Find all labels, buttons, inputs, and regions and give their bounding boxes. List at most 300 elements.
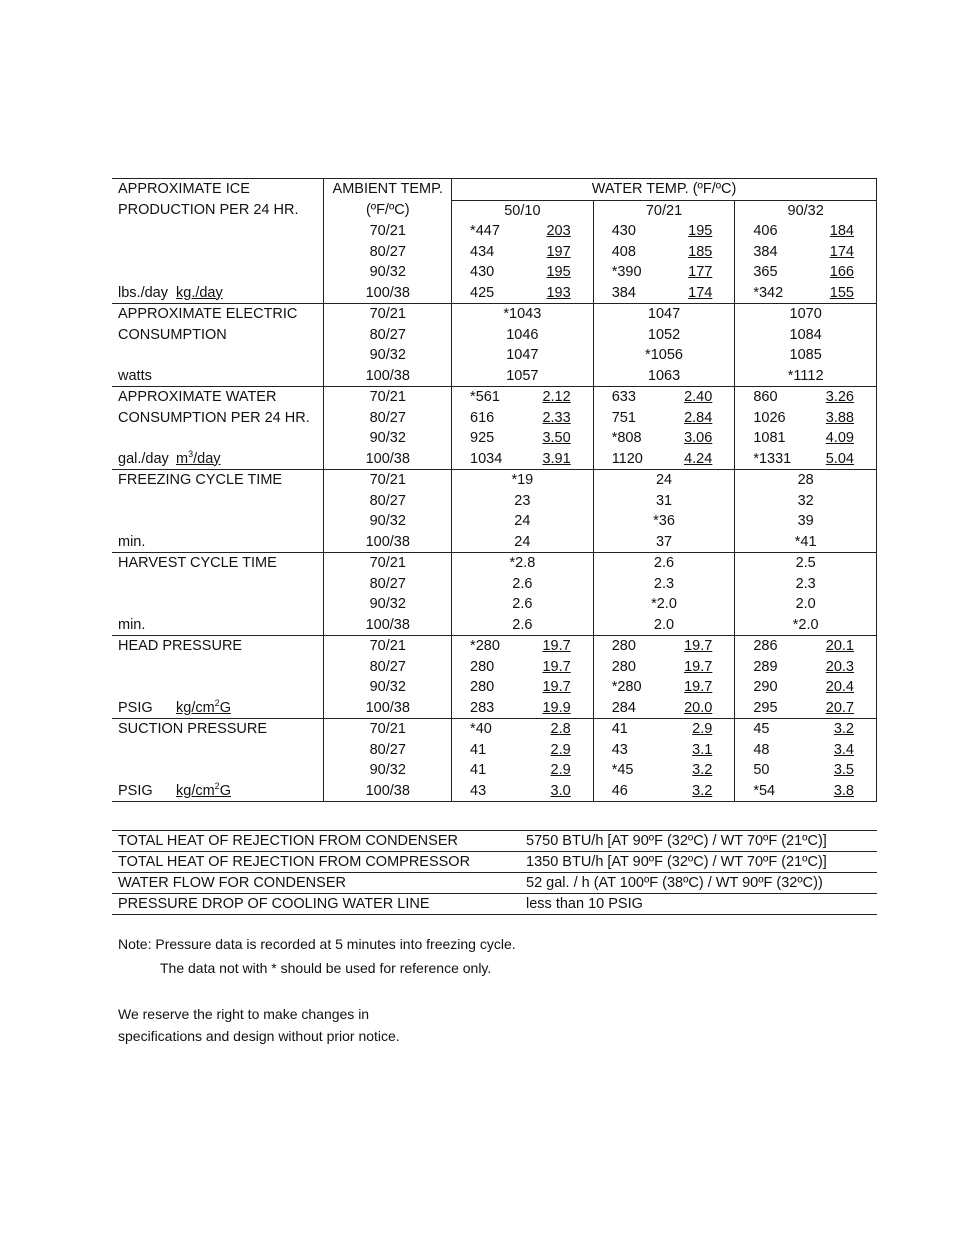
harvest-row [112, 553, 877, 574]
electric-label-cell [112, 366, 324, 387]
water_use-value-cell [593, 449, 735, 470]
water_use-value-metric: 4.09 [825, 430, 854, 446]
water_use-value-primary: *1331 [753, 450, 792, 467]
harvest-value: 2.3 [795, 575, 816, 592]
ice-value-primary: *447 [470, 223, 500, 239]
harvest-value-cell [735, 594, 877, 615]
electric-value: *1112 [787, 367, 824, 384]
harvest-value: 2.0 [653, 616, 675, 633]
water_use-value-pair [594, 408, 735, 429]
water_use-value-primary: 616 [470, 409, 495, 426]
ice-label-line2: PRODUCTION PER 24 HR. [118, 202, 299, 218]
water_use-value-primary: 1034 [470, 450, 503, 467]
head-value-primary: 289 [753, 658, 778, 675]
head-value-cell [593, 698, 735, 719]
reserve-note-line1: We reserve the right to make changes in [118, 1006, 370, 1022]
suction-value-cell [452, 719, 594, 740]
electric-value-cell [735, 325, 877, 346]
suction-value-pair [594, 740, 735, 761]
head-value-cell [452, 698, 594, 719]
suction-value-pair [594, 719, 735, 740]
freezing-row [112, 491, 877, 512]
suction-value-cell [593, 781, 735, 802]
reference-note: The data not with * should be used for reference only. [160, 960, 492, 976]
heat-row [112, 831, 877, 852]
harvest-label-cell [112, 574, 324, 595]
ice-row [112, 283, 877, 304]
ice-value-cell [735, 283, 877, 304]
ice-unit-base: kg./day [176, 284, 223, 301]
ice-value-metric: 166 [829, 264, 854, 280]
head-value-cell [593, 636, 735, 657]
head-value-metric: 19.7 [542, 679, 571, 695]
electric-value: *1056 [645, 347, 683, 363]
water_use-value-metric: 3.26 [825, 389, 854, 405]
freezing-label: FREEZING CYCLE TIME [118, 472, 283, 488]
ice-value-primary: *342 [753, 284, 784, 301]
ice-label-cell [112, 221, 324, 242]
ice-value-cell [735, 262, 877, 283]
head-value-metric: 19.7 [542, 638, 571, 654]
harvest-label-cell [112, 553, 324, 574]
water_use-value-pair [735, 428, 876, 449]
freezing-value-cell [452, 511, 594, 532]
freezing-value-cell [593, 491, 735, 512]
ambient-temp: 70/21 [324, 387, 452, 408]
ice-value-metric: 155 [829, 284, 854, 301]
water_use-value-primary: 1120 [611, 450, 643, 467]
head-value-pair [452, 698, 593, 719]
water_use-row [112, 387, 877, 408]
head-value-pair [735, 698, 876, 719]
electric-value: 1070 [789, 306, 822, 322]
water_use-value-cell [452, 408, 594, 429]
ambient-temp: 90/32 [324, 677, 452, 698]
ice-value-primary: 434 [470, 243, 495, 260]
head-unit-tail: G [219, 699, 231, 716]
freezing-value-cell [735, 470, 877, 491]
freezing-value-cell [735, 532, 877, 553]
electric-row [112, 304, 877, 325]
suction-label: SUCTION PRESSURE [118, 721, 268, 737]
suction-label-cell [112, 719, 324, 740]
freezing-value: *41 [794, 533, 817, 550]
freezing-label-cell [112, 491, 324, 512]
suction-value-cell [735, 719, 877, 740]
ambient-temp: 80/27 [324, 491, 452, 512]
electric-value-cell [593, 366, 735, 387]
water_use-value-pair [594, 449, 735, 470]
head-value-cell [735, 657, 877, 678]
electric-value: 1084 [789, 326, 822, 343]
harvest-unit: min. [118, 616, 146, 633]
water_use-value-primary: 1081 [753, 430, 786, 446]
suction-label-cell [112, 781, 324, 802]
suction-value-primary: 50 [753, 762, 770, 778]
water_use-unit-left: gal./day [118, 450, 169, 467]
water_use-value-cell [735, 428, 877, 449]
suction-value-pair [594, 760, 735, 781]
harvest-row [112, 594, 877, 615]
head-value-primary: 290 [753, 679, 778, 695]
heat-row [112, 873, 877, 894]
suction-value-primary: 41 [611, 721, 628, 737]
head-value-metric: 20.0 [684, 699, 713, 716]
heat-value: 5750 BTU/h [AT 90ºF (32ºC) / WT 70ºF (21ºC)] [518, 831, 877, 852]
ice-value-pair [735, 242, 876, 263]
head-value-primary: 283 [470, 699, 495, 716]
head-value-primary: 280 [470, 679, 495, 695]
suction-row [112, 719, 877, 740]
ice-value-pair [452, 262, 593, 283]
suction-value-pair [594, 781, 735, 802]
suction-value-primary: *45 [611, 762, 634, 778]
electric-label-cell [112, 304, 324, 325]
water_use-value-cell [735, 408, 877, 429]
harvest-value-cell [452, 615, 594, 636]
head-value-pair [735, 657, 876, 678]
head-value-pair [735, 677, 876, 698]
freezing-value: 37 [655, 533, 673, 550]
head-value-primary: 280 [611, 658, 636, 675]
freezing-value: 28 [797, 472, 814, 488]
ambient-temp: 70/21 [324, 719, 452, 740]
water_use-label: APPROXIMATE WATER [118, 389, 277, 405]
water-temp-header: WATER TEMP. (ºF/ºC) [452, 179, 877, 201]
electric-row [112, 345, 877, 366]
ambient-temp: 100/38 [324, 283, 452, 304]
ambient-temp: 100/38 [324, 781, 452, 802]
electric-value-cell [593, 345, 735, 366]
suction-value-metric: 3.2 [692, 762, 713, 778]
suction-value-cell [735, 760, 877, 781]
electric-label-cell [112, 345, 324, 366]
head-value-metric: 20.1 [825, 638, 854, 654]
ambient-temp: 90/32 [324, 594, 452, 615]
freezing-value-cell [452, 532, 594, 553]
harvest-value: 2.6 [653, 555, 675, 571]
head-value-primary: 280 [470, 658, 495, 675]
ambient-header: AMBIENT TEMP. [324, 179, 452, 201]
electric-label: APPROXIMATE ELECTRIC [118, 306, 298, 322]
water_use-value-cell [593, 387, 735, 408]
ambient-temp: 90/32 [324, 511, 452, 532]
suction-value-pair [452, 740, 593, 761]
head-value-metric: 20.7 [825, 699, 854, 716]
head-value-pair [594, 677, 735, 698]
harvest-label: HARVEST CYCLE TIME [118, 555, 277, 571]
electric-label-cell [112, 325, 324, 346]
head-unit-left: PSIG [118, 699, 153, 716]
harvest-value-cell [452, 574, 594, 595]
harvest-row [112, 615, 877, 636]
ice-value-primary: 430 [470, 264, 495, 280]
head-label: HEAD PRESSURE [118, 638, 243, 654]
water_use-unit-sup: 3 [188, 448, 194, 459]
water_use-value-cell [735, 387, 877, 408]
freezing-row [112, 511, 877, 532]
head-row [112, 636, 877, 657]
suction-value-cell [452, 740, 594, 761]
water_use-value-cell [593, 428, 735, 449]
water_use-value-pair [452, 408, 593, 429]
reserve-note-line2: specifications and design without prior notice. [118, 1028, 400, 1044]
head-value-pair [452, 657, 593, 678]
heat-label: TOTAL HEAT OF REJECTION FROM CONDENSER [112, 831, 518, 852]
electric-value-cell [452, 345, 594, 366]
harvest-value-cell [593, 553, 735, 574]
water_use-row [112, 428, 877, 449]
ambient-temp: 100/38 [324, 532, 452, 553]
freezing-label-cell [112, 511, 324, 532]
head-value-cell [735, 698, 877, 719]
heat-row [112, 852, 877, 873]
head-label-cell [112, 677, 324, 698]
ice-value-cell [452, 242, 594, 263]
head-value-primary: *280 [470, 638, 500, 654]
ice-value-metric: 177 [688, 264, 713, 280]
suction-value-cell [452, 760, 594, 781]
freezing-value: 24 [514, 533, 531, 550]
suction-value-pair [452, 760, 593, 781]
water_use-value-cell [735, 449, 877, 470]
heat-label: WATER FLOW FOR CONDENSER [112, 873, 518, 894]
head-value-pair [594, 636, 735, 657]
harvest-value: 2.6 [512, 596, 533, 612]
suction-value-metric: 2.9 [550, 741, 571, 758]
water_use-unit-tail: /day [193, 450, 221, 467]
water_use-value-pair [735, 449, 876, 470]
ice-value-primary: 425 [470, 284, 495, 301]
electric-value: 1057 [506, 367, 539, 384]
harvest-value-cell [593, 574, 735, 595]
electric-value: 1046 [506, 326, 539, 343]
ice-label-cell [112, 242, 324, 263]
ambient-temp: 90/32 [324, 760, 452, 781]
suction-row [112, 740, 877, 761]
freezing-value: 31 [655, 492, 673, 509]
water_use-unit-base: m [176, 450, 189, 467]
suction-value-metric: 3.1 [692, 741, 713, 758]
head-value-primary: 286 [753, 638, 778, 654]
ice-value-metric: 174 [829, 243, 854, 260]
head-value-primary: 280 [611, 638, 636, 654]
water-col-50: 50/10 [452, 200, 594, 221]
water-col-90: 90/32 [735, 200, 877, 221]
ambient-temp: 80/27 [324, 408, 452, 429]
head-value-cell [593, 677, 735, 698]
heat-value: 52 gal. / h (AT 100ºF (38ºC) / WT 90ºF (32ºC)) [518, 873, 877, 894]
freezing-value: 23 [514, 492, 531, 509]
head-unit-right [176, 697, 231, 716]
ambient-temp: 90/32 [324, 428, 452, 449]
water_use-value-metric: 5.04 [825, 450, 854, 467]
water_use-value-pair [594, 387, 735, 408]
ice-value-cell [735, 221, 877, 242]
ice-value-cell [593, 262, 735, 283]
freezing-value-cell [735, 511, 877, 532]
ice-row [112, 262, 877, 283]
suction-value-primary: 43 [470, 782, 487, 799]
ice-value-primary: 384 [753, 243, 778, 260]
suction-value-primary: 46 [611, 782, 628, 799]
ice-value-primary: 365 [753, 264, 778, 280]
ambient-temp: 80/27 [324, 325, 452, 346]
electric-unit: watts [118, 367, 152, 384]
water_use-value-metric: 3.91 [542, 450, 571, 467]
ice-value-metric: 174 [688, 284, 713, 301]
head-value-metric: 19.7 [542, 658, 571, 675]
suction-row [112, 781, 877, 802]
ice-value-cell [735, 242, 877, 263]
suction-value-primary: 43 [611, 741, 628, 758]
head-value-primary: 284 [611, 699, 636, 716]
suction-row [112, 760, 877, 781]
harvest-value: 2.6 [512, 575, 533, 592]
suction-value-cell [593, 760, 735, 781]
suction-value-metric: 3.2 [833, 721, 854, 737]
heat-row [112, 894, 877, 915]
water_use-value-metric: 2.40 [684, 389, 713, 405]
head-value-pair [594, 657, 735, 678]
water_use-value-metric: 3.50 [542, 430, 571, 446]
header-subrow [112, 200, 877, 221]
ice-value-pair [594, 221, 735, 242]
suction-unit-sup: 2 [214, 780, 220, 791]
ambient-temp: 80/27 [324, 242, 452, 263]
ambient-temp: 80/27 [324, 740, 452, 761]
ambient-temp: 100/38 [324, 698, 452, 719]
freezing-row [112, 532, 877, 553]
head-value-metric: 19.9 [542, 699, 571, 716]
electric-value: 1052 [647, 326, 681, 343]
suction-value-cell [593, 719, 735, 740]
harvest-value: 2.3 [653, 575, 675, 592]
ice-value-cell [593, 221, 735, 242]
electric-value: 1063 [647, 367, 681, 384]
suction-value-metric: 3.0 [550, 782, 571, 799]
ambient-temp: 70/21 [324, 470, 452, 491]
freezing-value-cell [593, 532, 735, 553]
electric-value: *1043 [503, 306, 542, 322]
suction-value-pair [735, 719, 876, 740]
electric-value-cell [735, 366, 877, 387]
suction-value-metric: 3.5 [833, 762, 854, 778]
ice-value-metric: 185 [688, 243, 713, 260]
head-label-cell [112, 657, 324, 678]
head-value-cell [452, 657, 594, 678]
head-value-cell [452, 636, 594, 657]
water_use-value-pair [452, 428, 593, 449]
head-row [112, 698, 877, 719]
freezing-value-cell [452, 470, 594, 491]
head-value-metric: 19.7 [684, 679, 713, 695]
suction-value-primary: 41 [470, 741, 487, 758]
electric-value-cell [452, 304, 594, 325]
water_use-value-primary: 925 [470, 430, 495, 446]
header-row [112, 179, 877, 201]
ice-value-metric: 197 [546, 243, 571, 260]
ice-value-metric: 184 [829, 223, 854, 239]
ice-value-pair [594, 262, 735, 283]
pressure-note: Note: Pressure data is recorded at 5 minutes into freezing cycle. [118, 936, 516, 952]
ice-value-pair [735, 283, 876, 304]
ice-value-pair [452, 221, 593, 242]
electric-value-cell [452, 366, 594, 387]
freezing-label-cell [112, 470, 324, 491]
harvest-value-cell [735, 615, 877, 636]
suction-value-pair [452, 719, 593, 740]
electric-value: 1085 [789, 347, 822, 363]
water_use-value-metric: 2.84 [684, 409, 713, 426]
freezing-value-cell [452, 491, 594, 512]
suction-value-primary: *54 [753, 782, 776, 799]
suction-unit-left: PSIG [118, 782, 153, 799]
head-value-pair [452, 677, 593, 698]
water_use-value-primary: 1026 [753, 409, 786, 426]
suction-value-pair [735, 760, 876, 781]
ice-value-metric: 195 [688, 223, 713, 239]
freezing-value: 39 [797, 513, 814, 529]
suction-value-primary: 48 [753, 741, 770, 758]
ice-label-line1: APPROXIMATE ICE [112, 179, 324, 201]
water-col-70: 70/21 [593, 200, 735, 221]
harvest-value-cell [593, 615, 735, 636]
suction-value-metric: 2.9 [692, 721, 713, 737]
water_use-value-pair [594, 428, 735, 449]
harvest-value-cell [735, 574, 877, 595]
suction-value-pair [735, 781, 876, 802]
suction-value-pair [735, 740, 876, 761]
head-label-cell [112, 698, 324, 719]
ice-value-pair [594, 283, 735, 304]
freezing-value: 24 [655, 472, 673, 488]
ambient-temp: 70/21 [324, 636, 452, 657]
head-value-metric: 19.7 [684, 658, 713, 675]
ambient-temp: 80/27 [324, 574, 452, 595]
freezing-value-cell [593, 511, 735, 532]
electric-value-cell [593, 325, 735, 346]
harvest-label-cell [112, 615, 324, 636]
water_use-value-cell [452, 449, 594, 470]
suction-unit-tail: G [219, 782, 231, 799]
ambient-temp: 70/21 [324, 304, 452, 325]
ice-value-pair [735, 262, 876, 283]
ice-value-cell [593, 242, 735, 263]
ice-value-cell [452, 283, 594, 304]
suction-value-metric: 2.9 [550, 762, 571, 778]
suction-value-cell [735, 740, 877, 761]
ice-value-pair [594, 242, 735, 263]
water_use-value-pair [735, 408, 876, 429]
head-value-pair [452, 636, 593, 657]
ice-value-metric: 203 [546, 223, 571, 239]
water_use-value-cell [452, 387, 594, 408]
electric-value-cell [735, 304, 877, 325]
ambient-temp: 70/21 [324, 553, 452, 574]
head-unit-base: kg/cm [176, 699, 215, 716]
freezing-value: 32 [797, 492, 814, 509]
head-value-pair [594, 698, 735, 719]
harvest-row [112, 574, 877, 595]
water_use-label-cell [112, 387, 324, 408]
freezing-value-cell [735, 491, 877, 512]
heat-value: 1350 BTU/h [AT 90ºF (32ºC) / WT 70ºF (21ºC)] [518, 852, 877, 873]
water_use-label: CONSUMPTION PER 24 HR. [118, 409, 310, 426]
ice-value-cell [452, 221, 594, 242]
suction-unit-base: kg/cm [176, 782, 215, 799]
suction-value-cell [593, 740, 735, 761]
